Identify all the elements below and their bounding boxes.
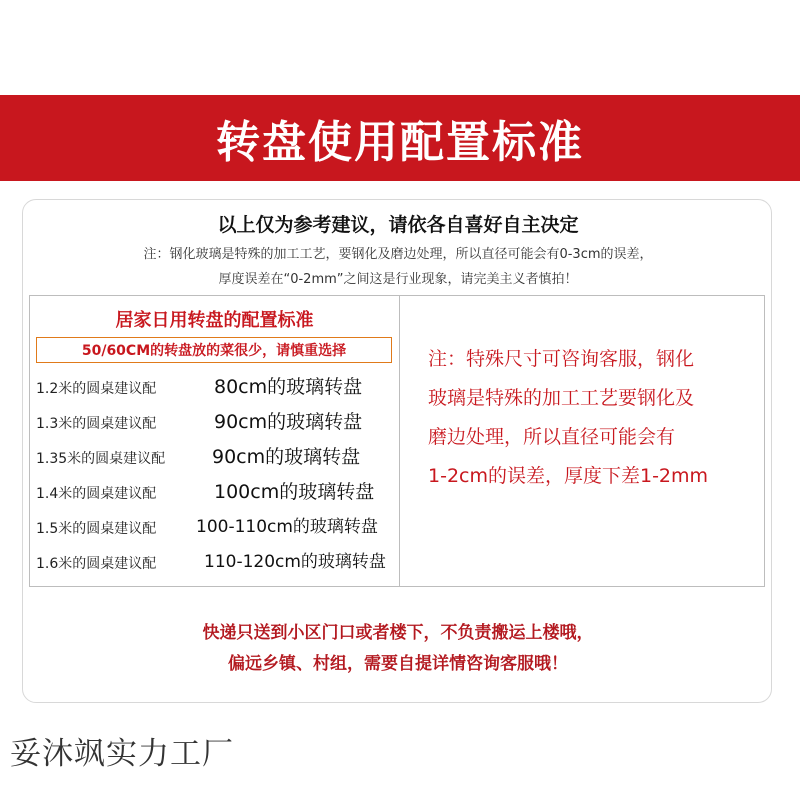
config-row — [36, 545, 416, 580]
config-row — [36, 405, 416, 440]
config-table — [29, 295, 765, 587]
warning-box — [36, 337, 392, 363]
config-list — [36, 370, 416, 580]
turntable-size: 90cm的玻璃转盘 — [214, 411, 363, 433]
turntable-size: 80cm的玻璃转盘 — [214, 376, 363, 398]
table-size: 1.2米的圆桌建议配 — [36, 381, 157, 397]
note-line: 厚度误差在“0-2mm”之间这是行业现象，请完美主义者慎拍！ — [218, 272, 578, 287]
info-card — [22, 199, 772, 703]
title-banner — [0, 95, 800, 181]
delivery-note: 快递只送到小区门口或者楼下，不负责搬运上楼哦， — [202, 623, 594, 643]
table-size: 1.5米的圆桌建议配 — [36, 521, 157, 537]
warning-text: 50/60CM的转盘放的菜很少，请慎重选择 — [81, 343, 347, 359]
table-size: 1.35米的圆桌建议配 — [36, 451, 166, 467]
pickup-note: 偏远乡镇、村组，需要自提详情咨询客服哦！ — [228, 654, 568, 674]
turntable-size: 100cm的玻璃转盘 — [214, 481, 375, 503]
config-row — [36, 370, 416, 405]
table-size: 1.6米的圆桌建议配 — [36, 556, 157, 572]
note-line: 玻璃是特殊的加工工艺要钢化及 — [428, 387, 695, 409]
config-row — [36, 510, 416, 545]
note-line: 1-2cm的误差，厚度下差1-2mm — [428, 465, 709, 487]
headline: 以上仅为参考建议，请依各自喜好自主决定 — [217, 214, 579, 236]
note-line: 注：钢化玻璃是特殊的加工工艺，要钢化及磨边处理，所以直径可能会有0-3cm的误差， — [143, 247, 653, 262]
config-row — [36, 475, 416, 510]
turntable-size: 90cm的玻璃转盘 — [212, 446, 361, 468]
table-size: 1.4米的圆桌建议配 — [36, 486, 157, 502]
table-size: 1.3米的圆桌建议配 — [36, 416, 157, 432]
banner-title: 转盘使用配置标准 — [216, 117, 584, 168]
watermark: 妥沐飒实力工厂 — [10, 736, 234, 772]
special-size-note — [428, 340, 763, 496]
turntable-size: 100-110cm的玻璃转盘 — [196, 517, 378, 537]
config-row — [36, 440, 416, 475]
turntable-size: 110-120cm的玻璃转盘 — [204, 552, 386, 572]
note-line: 注：特殊尺寸可咨询客服，钢化 — [428, 348, 695, 370]
note-line: 磨边处理，所以直径可能会有 — [428, 426, 676, 448]
config-title: 居家日用转盘的配置标准 — [115, 310, 314, 331]
